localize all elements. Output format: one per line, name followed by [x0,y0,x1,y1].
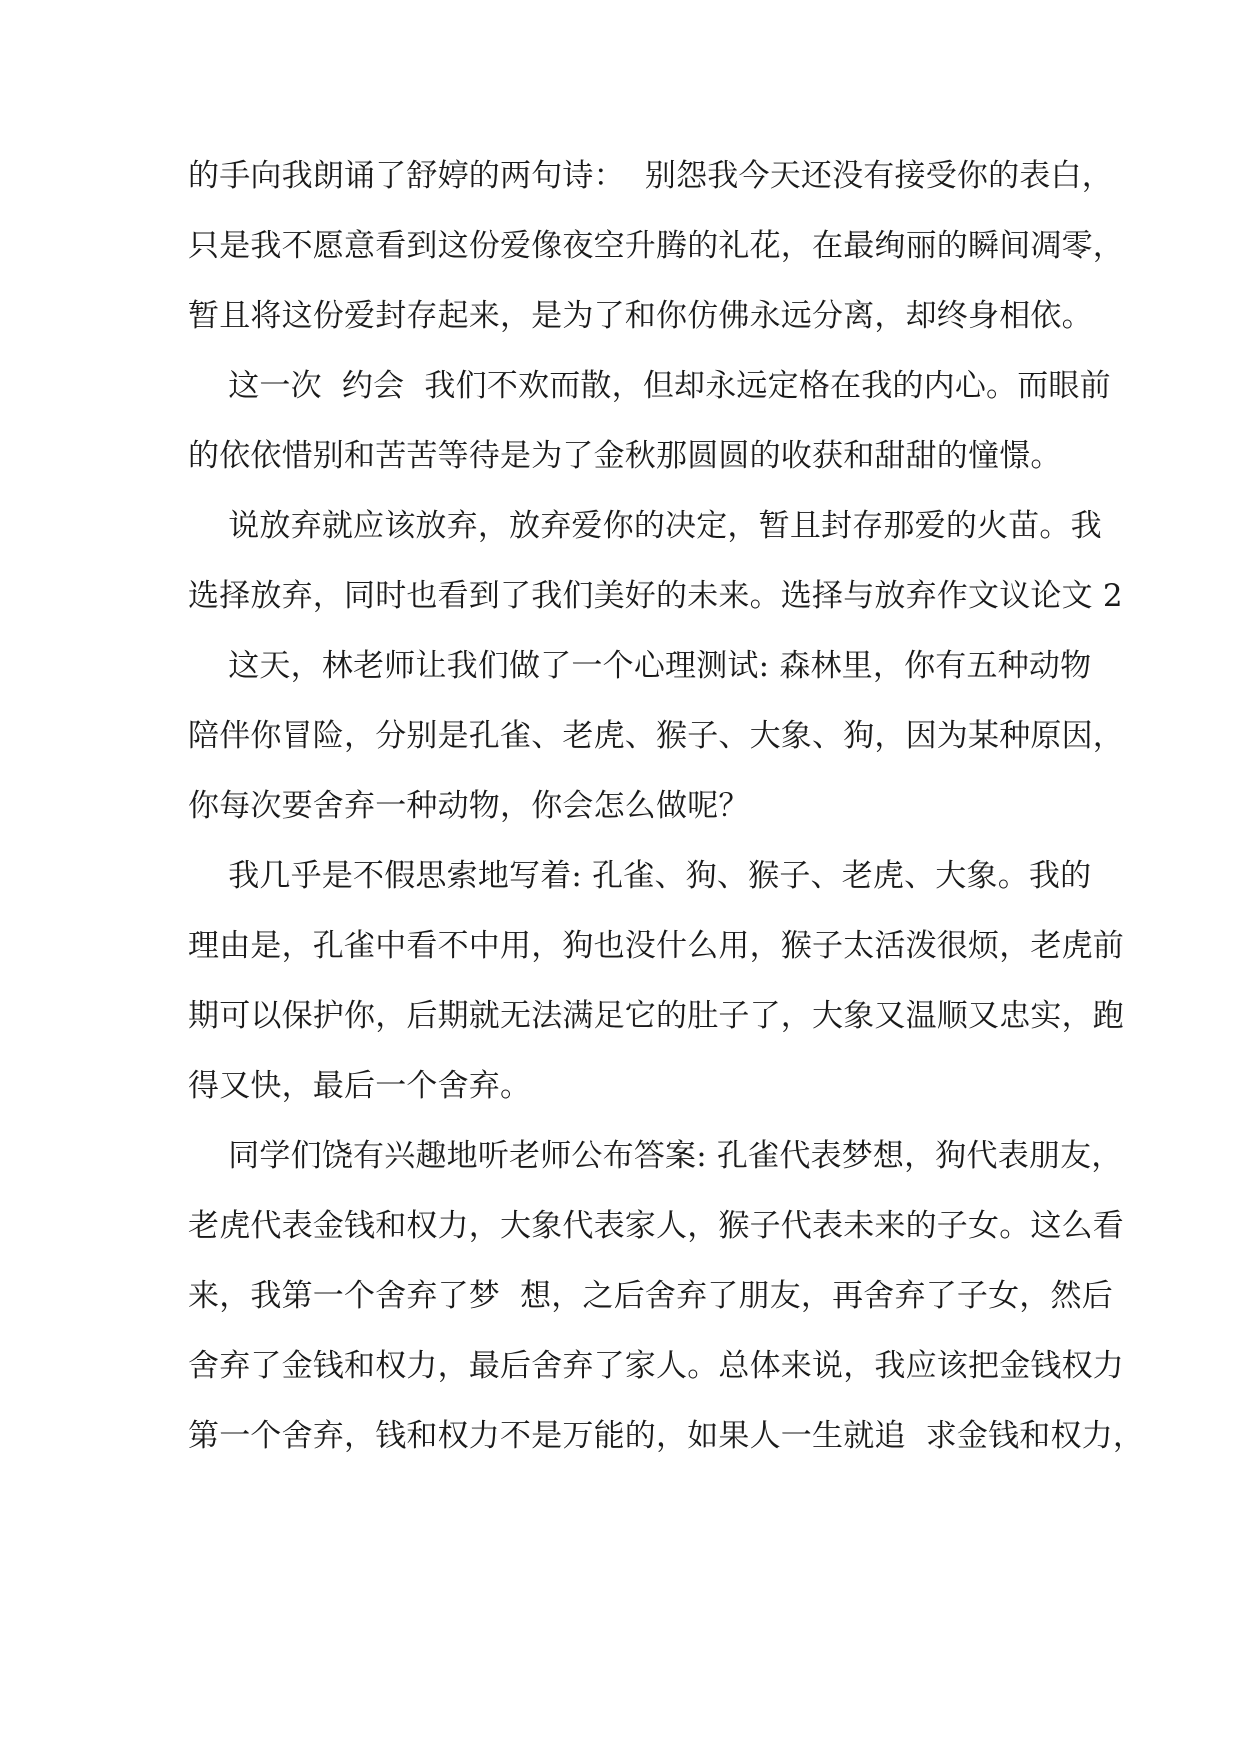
text-line: 期可以保护你，后期就无法满足它的肚子了，大象又温顺又忠实，跑 [188,998,1124,1034]
text-line: 说放弃就应该放弃，放弃爱你的决定，暂且封存那爱的火苗。我 [188,508,1102,544]
text-line: 舍弃了金钱和权力，最后舍弃了家人。总体来说，我应该把金钱权力 [188,1348,1124,1384]
text-line: 你每次要舍弃一种动物，你会怎么做呢？ [188,788,750,824]
text-line: 这一次 约会 我们不欢而散，但却永远定格在我的内心。而眼前 [188,368,1111,404]
text-line: 理由是，孔雀中看不中用，狗也没什么用，猴子太活泼很烦，老虎前 [188,928,1124,964]
text-line: 只是我不愿意看到这份爱像夜空升腾的礼花，在最绚丽的瞬间凋零， [188,228,1124,264]
text-line: 陪伴你冒险，分别是孔雀、老虎、猴子、大象、狗，因为某种原因， [188,718,1124,754]
text-line: 的手向我朗诵了舒婷的两句诗： 别怨我今天还没有接受你的表白， [188,158,1113,194]
text-line: 的依依惜别和苦苦等待是为了金秋那圆圆的收获和甜甜的憧憬。 [188,438,1062,474]
text-line: 第一个舍弃，钱和权力不是万能的，如果人一生就追 求金钱和权力， [188,1418,1145,1454]
text-line: 我几乎是不假思索地写着: 孔雀、狗、猴子、老虎、大象。我的 [188,858,1092,894]
text-line: 得又快，最后一个舍弃。 [188,1068,532,1104]
text-line: 选择放弃，同时也看到了我们美好的未来。选择与放弃作文议论文 2 [188,578,1123,614]
text-line: 老虎代表金钱和权力，大象代表家人，猴子代表未来的子女。这么看 [188,1208,1124,1244]
text-line: 同学们饶有兴趣地听老师公布答案: 孔雀代表梦想，狗代表朋友， [188,1138,1123,1174]
text-line: 暂且将这份爱封存起来，是为了和你仿佛永远分离，却终身相依。 [188,298,1093,334]
text-line: 这天，林老师让我们做了一个心理测试: 森林里，你有五种动物 [188,648,1092,684]
text-line: 来，我第一个舍弃了梦 想，之后舍弃了朋友，再舍弃了子女，然后 [188,1278,1113,1314]
